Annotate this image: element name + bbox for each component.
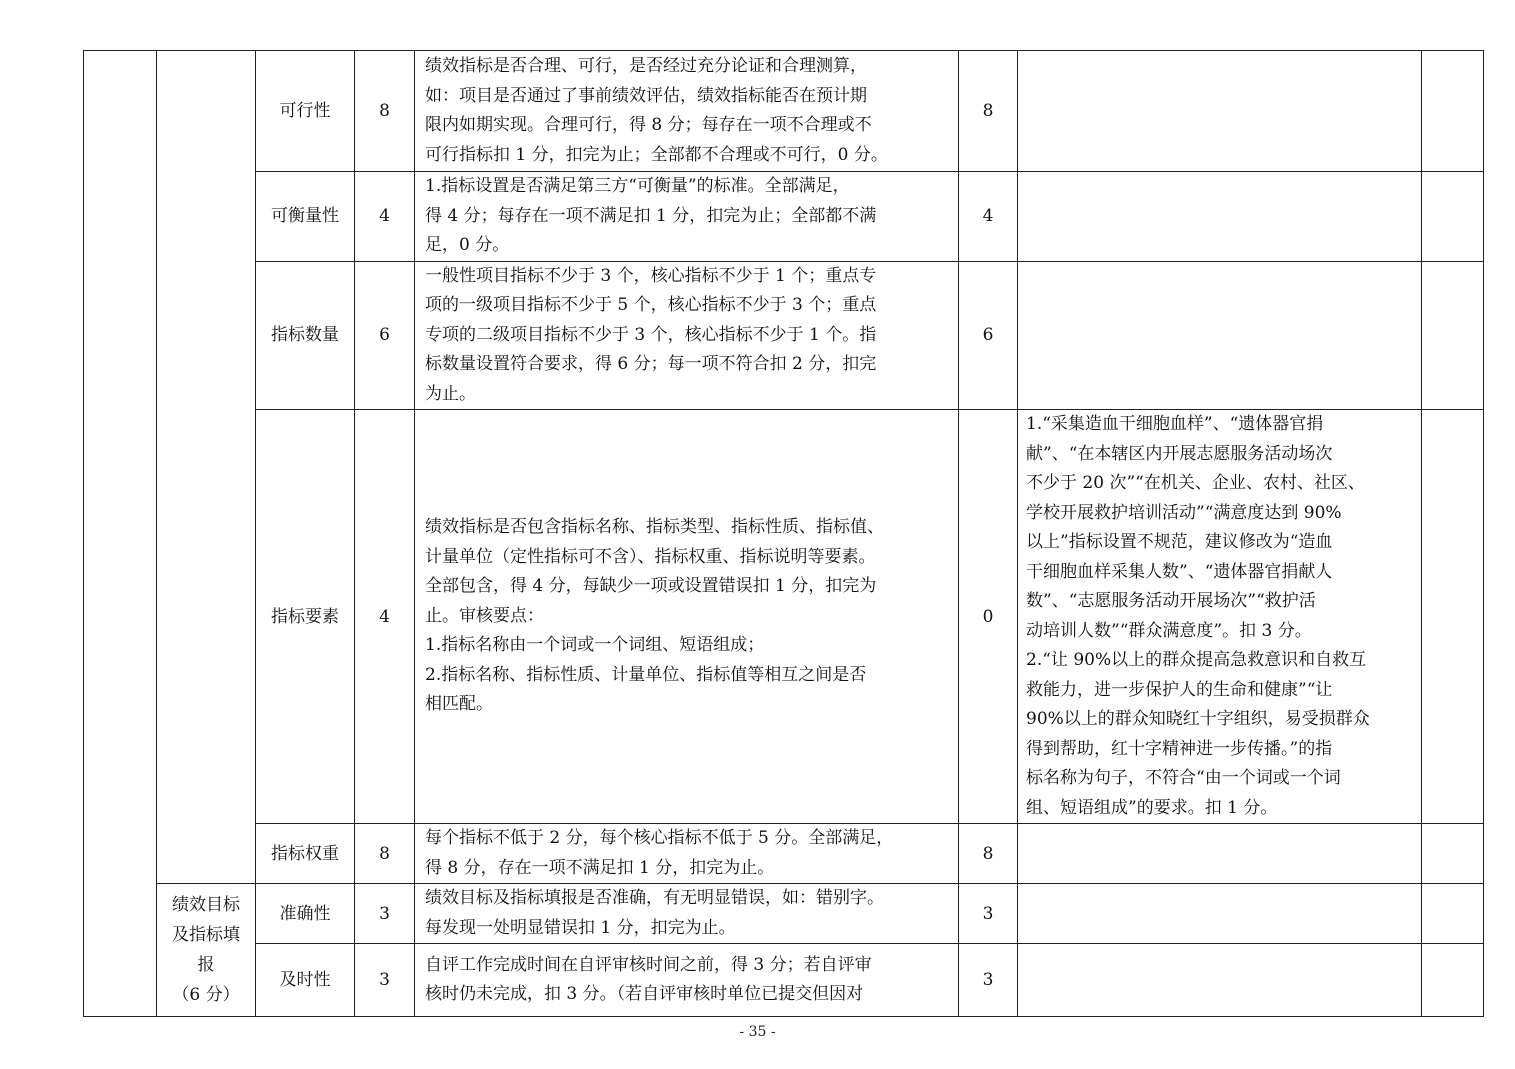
indicator-criteria: 自评工作完成时间在自评审核时间之前，得 3 分；若自评审 核时仍未完成，扣 3 分。（若自评审核时单位已提交但因对 xyxy=(415,944,959,1017)
extra-cell xyxy=(1422,884,1484,944)
indicator-criteria: 绩效指标是否包含指标名称、指标类型、指标性质、指标值、 计量单位（定性指标可不含）、指标权重、指标说明等要素。 全部包含，得 4 分，每缺少一项或设置错误扣 1 分，扣完为 止。审核要点： 1.指标名称由一个词或一个词组、短语组成； 2.指标名称、指标性质、计量单位、指标值等相互之间是否 相匹配。 xyxy=(415,410,959,824)
indicator-name: 指标数量 xyxy=(256,261,355,410)
extra-cell xyxy=(1422,51,1484,172)
indicator-criteria: 1.指标设置是否满足第三方“可衡量”的标准。全部满足， 得 4 分；每存在一项不满足扣 1 分，扣完为止；全部都不满 足，0 分。 xyxy=(415,172,959,262)
actual-score: 0 xyxy=(959,410,1018,824)
indicator-criteria: 一般性项目指标不少于 3 个，核心指标不少于 1 个；重点专 项的一级项目指标不少于 5 个，核心指标不少于 3 个；重点 专项的二级项目指标不少于 3 个，核心指标不少于 1 个。指 标数量设置符合要求，得 6 分；每一项不符合扣 2 分，扣完 为止。 xyxy=(415,261,959,410)
remark-cell xyxy=(1018,172,1422,262)
table-row xyxy=(84,884,1484,944)
actual-score: 3 xyxy=(959,884,1018,944)
extra-cell xyxy=(1422,172,1484,262)
table-row xyxy=(84,824,1484,884)
page-number: - 35 - xyxy=(739,1024,776,1040)
indicator-name: 及时性 xyxy=(256,944,355,1017)
extra-cell xyxy=(1422,261,1484,410)
remark-cell xyxy=(1018,51,1422,172)
actual-score: 6 xyxy=(959,261,1018,410)
indicator-score: 3 xyxy=(355,944,415,1017)
table-row xyxy=(84,172,1484,262)
indicator-criteria: 每个指标不低于 2 分，每个核心指标不低于 5 分。全部满足， 得 8 分，存在一项不满足扣 1 分，扣完为止。 xyxy=(415,824,959,884)
extra-cell xyxy=(1422,410,1484,824)
actual-score: 4 xyxy=(959,172,1018,262)
remark-cell xyxy=(1018,261,1422,410)
indicator-score: 4 xyxy=(355,172,415,262)
indicator-score: 6 xyxy=(355,261,415,410)
indicator-score: 8 xyxy=(355,51,415,172)
table-row xyxy=(84,410,1484,824)
table-row xyxy=(84,944,1484,1017)
indicator-name: 指标要素 xyxy=(256,410,355,824)
indicator-name: 可行性 xyxy=(256,51,355,172)
indicator-name: 准确性 xyxy=(256,884,355,944)
remark-cell xyxy=(1018,944,1422,1017)
indicator-name: 指标权重 xyxy=(256,824,355,884)
remark-cell xyxy=(1018,824,1422,884)
remark-cell xyxy=(1018,884,1422,944)
extra-cell xyxy=(1422,824,1484,884)
actual-score: 3 xyxy=(959,944,1018,1017)
actual-score: 8 xyxy=(959,51,1018,172)
table-row xyxy=(84,51,1484,172)
level2-cell xyxy=(157,51,256,884)
table-row xyxy=(84,261,1484,410)
level1-cell xyxy=(84,51,157,1017)
group-label: 绩效目标 及指标填 报 （6 分） xyxy=(157,884,256,1017)
actual-score: 8 xyxy=(959,824,1018,884)
indicator-score: 3 xyxy=(355,884,415,944)
extra-cell xyxy=(1422,944,1484,1017)
evaluation-table xyxy=(83,50,1484,1017)
indicator-name: 可衡量性 xyxy=(256,172,355,262)
indicator-criteria: 绩效目标及指标填报是否准确，有无明显错误，如：错别字。 每发现一处明显错误扣 1 分，扣完为止。 xyxy=(415,884,959,944)
indicator-criteria: 绩效指标是否合理、可行，是否经过充分论证和合理测算， 如：项目是否通过了事前绩效评估，绩效指标能否在预计期 限内如期实现。合理可行，得 8 分；每存在一项不合理或不 可行指标扣 1 分，扣完为止；全部都不合理或不可行，0 分。 xyxy=(415,51,959,172)
remark-cell: 1.“采集造血干细胞血样”、“遗体器官捐 献”、“在本辖区内开展志愿服务活动场次 不少于 20 次”“在机关、企业、农村、社区、 学校开展救护培训活动”“满意度达到 90% 以上”指标设置不规范，建议修改为“造血 干细胞血样采集人数”、“遗体器官捐献人 数”、“志愿服务活动开展场次”“救护活 动培训人数”“群众满意度”。扣 3 分。 2.“让 90%以上的群众提高急救意识和自救互 救能力，进一步保护人的生命和健康”“让 90%以上的群众知晓红十字组织，易受损群众 得到帮助，红十字精神进一步传播。”的指 标名称为句子，不符合“由一个词或一个词 组、短语组成”的要求。扣 1 分。 xyxy=(1018,410,1422,824)
indicator-score: 8 xyxy=(355,824,415,884)
indicator-score: 4 xyxy=(355,410,415,824)
